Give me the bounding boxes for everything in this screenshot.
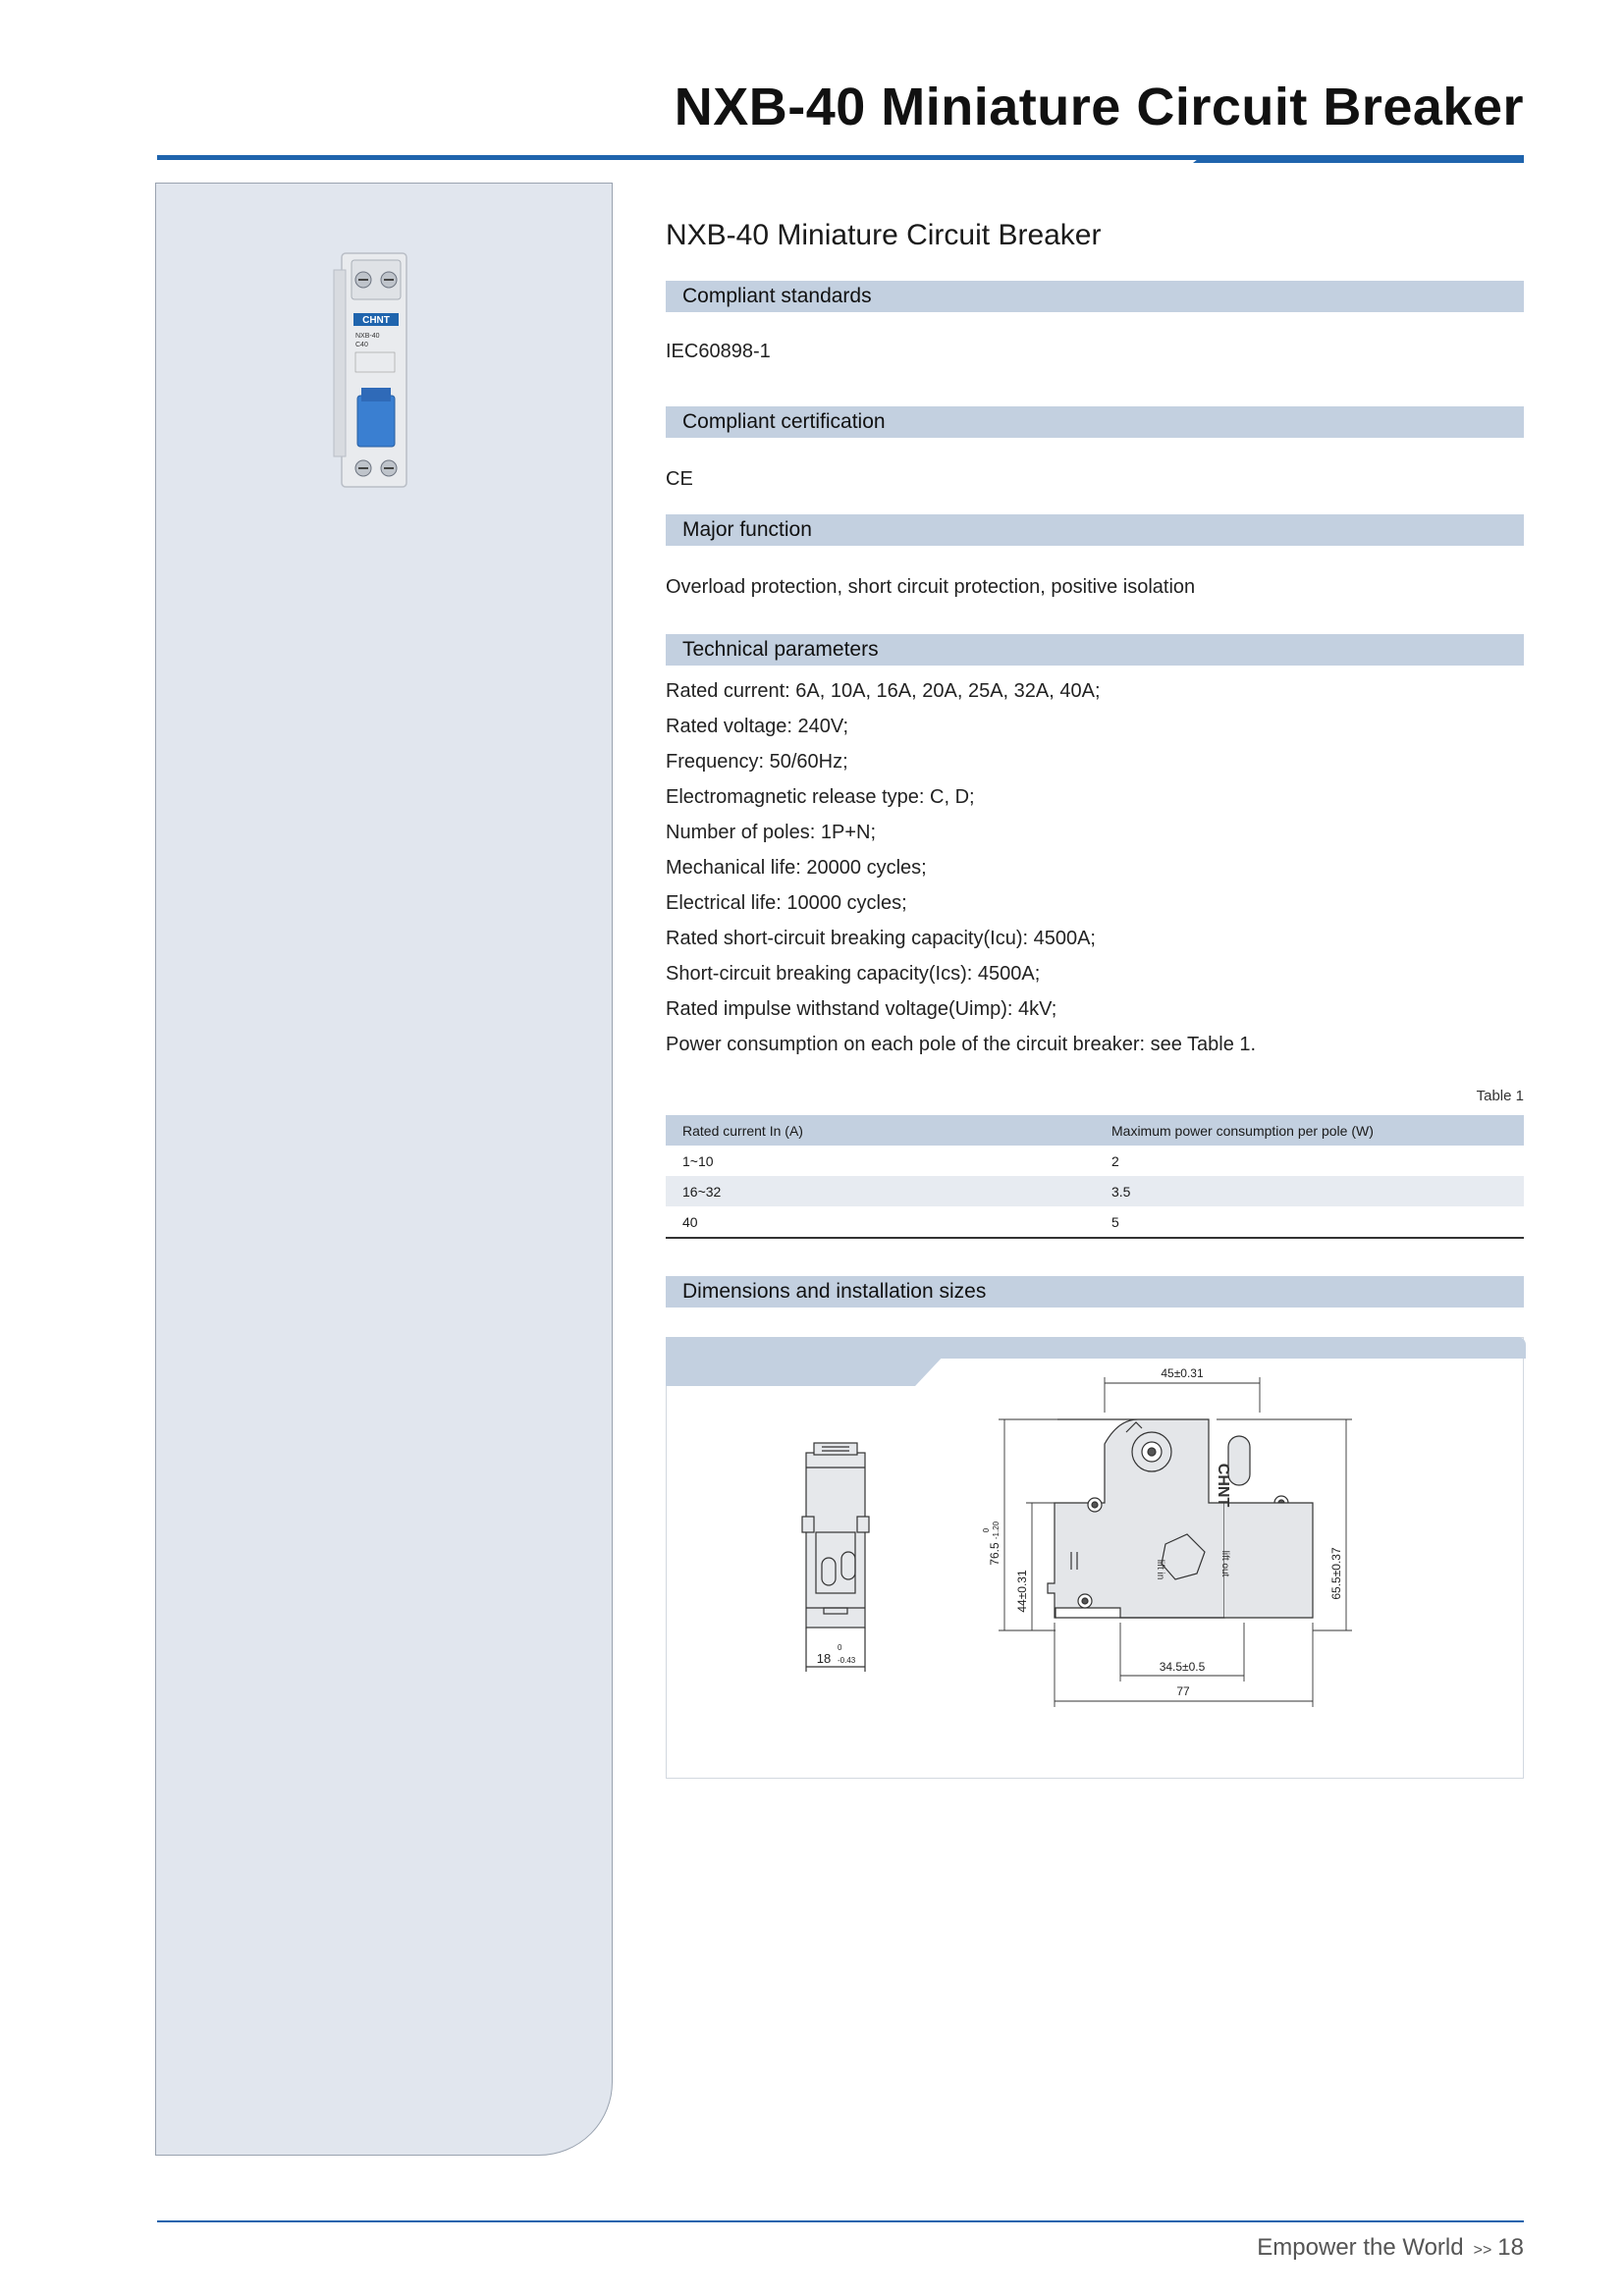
page-title: NXB-40 Miniature Circuit Breaker [674,78,1524,136]
right-height-label: 65.5±0.37 [1329,1547,1343,1600]
technical-item: Mechanical life: 20000 cycles; [666,857,927,879]
table-cell: 16~32 [666,1176,1095,1206]
technical-item: Number of poles: 1P+N; [666,822,876,843]
front-view-drawing [1048,1419,1313,1618]
table-cell: 2 [1111,1152,1119,1169]
certification-value: CE [666,468,693,490]
table-row [666,1176,1524,1206]
main-content [666,216,1524,1779]
photo-brand: CHNT [362,315,390,326]
footer-arrows: >> [1473,2242,1492,2259]
table-header-row [666,1115,1524,1146]
lift-out-label: lift out [1219,1550,1230,1577]
table-header-rated-current: Rated current In (A) [666,1115,1095,1146]
photo-rating: C40 [355,342,368,348]
footer-rule [157,2220,1524,2222]
footer-slogan: Empower the World [1257,2234,1464,2261]
standards-value: IEC60898-1 [666,341,771,362]
total-height-tol-lower: -1.20 [992,1521,1001,1540]
technical-item: Rated current: 6A, 10A, 16A, 20A, 25A, 32A, 40A; [666,680,1101,702]
table-cell: 40 [682,1213,698,1230]
title-rule-accent [1193,155,1524,163]
total-height-tol-upper: 0 [982,1527,991,1533]
section-dimensions-header: Dimensions and installation sizes [666,1276,1524,1308]
page-footer [1257,2234,1524,2262]
section-technical-header: Technical parameters [666,634,1524,666]
side-width-tol-upper: 0 [838,1643,842,1652]
technical-item: Power consumption on each pole of the circuit breaker: see Table 1. [666,1034,1257,1055]
total-height-label: 76.5 [988,1542,1001,1566]
section-function-header: Major function [666,514,1524,546]
side-view-drawing [802,1443,869,1672]
table-cell: 1~10 [682,1152,714,1169]
technical-item: Electrical life: 10000 cycles; [666,892,907,914]
section-certification-header: Compliant certification [666,406,1524,438]
section-standards-header: Compliant standards [666,281,1524,312]
lift-in-label: lift in [1155,1559,1165,1580]
table-row [666,1206,1524,1238]
table-cell: 3.5 [1095,1176,1524,1206]
technical-item: Rated short-circuit breaking capacity(Icu): 4500A; [666,928,1096,949]
side-width-label: 18 [816,1651,832,1666]
table-header-max-power: Maximum power consumption per pole (W) [1095,1115,1524,1146]
technical-item: Rated impulse withstand voltage(Uimp): 4kV; [666,998,1057,1020]
dimension-drawing-panel [666,1337,1524,1779]
product-photo [332,250,415,492]
table-caption: Table 1 [1476,1088,1524,1104]
drawing-brand-mark: CHNT [1215,1463,1231,1508]
function-value: Overload protection, short circuit protection, positive isolation [666,576,1196,598]
photo-model: NXB-40 [355,333,380,340]
table-cell: 5 [1111,1213,1119,1230]
power-consumption-table [666,1115,1524,1239]
table-row [666,1146,1524,1176]
page-number: 18 [1497,2234,1524,2261]
technical-item: Short-circuit breaking capacity(Ics): 4500A; [666,963,1041,985]
top-width-label: 45±0.31 [1161,1366,1204,1380]
product-heading: NXB-40 Miniature Circuit Breaker [666,219,1102,251]
dimension-drawing [667,1338,1525,1778]
total-width-label: 77 [1176,1684,1190,1698]
inner-height-label: 44±0.31 [1015,1570,1029,1613]
side-width-tol-lower: -0.43 [838,1656,856,1665]
technical-item: Frequency: 50/60Hz; [666,751,848,773]
technical-parameters-list [666,673,1524,1062]
technical-item: Electromagnetic release type: C, D; [666,786,975,808]
technical-item: Rated voltage: 240V; [666,716,849,737]
rail-width-label: 34.5±0.5 [1159,1660,1206,1674]
